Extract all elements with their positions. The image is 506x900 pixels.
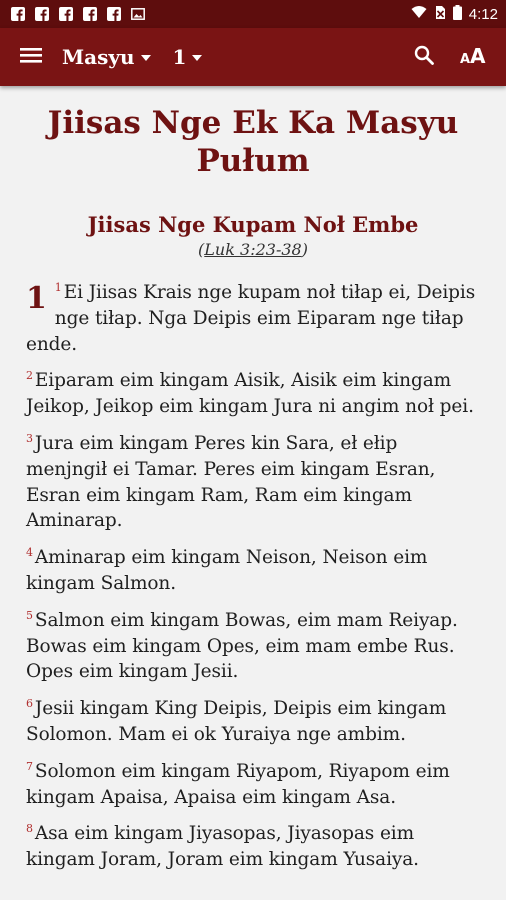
section-heading: Jiisas Nge Kupam Noł Embe (87, 212, 419, 237)
facebook-icon (34, 7, 49, 22)
svg-text:A: A (460, 52, 471, 66)
verse-text: Solomon eim kingam Riyapom, Riyapom eim kingam Apaisa, Apaisa eim kingam Asa. (26, 760, 450, 808)
cross-reference (26, 240, 480, 260)
cross-reference-link[interactable]: Luk 3:23-38 (204, 240, 302, 259)
app-bar (0, 28, 506, 86)
battery-icon (453, 5, 462, 24)
chevron-down-icon (192, 55, 202, 61)
verse-paragraph[interactable] (26, 821, 480, 873)
no-sim-icon (434, 5, 446, 24)
chapter-number: 1 (26, 281, 47, 316)
verse-number: 6 (26, 697, 33, 710)
book-name: Masyu (62, 45, 135, 69)
facebook-icon (82, 7, 97, 22)
wifi-icon (411, 5, 427, 23)
image-icon (130, 7, 145, 22)
menu-button[interactable] (18, 44, 44, 70)
verse-text: Ei Jiisas Krais nge kupam noł tiłap ei, Deipis nge tiłap. Nga Deipis eim Eiparam nge tiłap ende. (26, 282, 476, 355)
verse-paragraph[interactable] (26, 368, 480, 420)
hamburger-menu-icon (20, 47, 42, 67)
verse-paragraph[interactable] (26, 696, 480, 748)
facebook-icon (10, 7, 25, 22)
status-time: 4:12 (468, 5, 498, 23)
cross-reference-close: ) (301, 240, 308, 259)
search-icon (414, 45, 434, 69)
book-title: Jiisas Nge Ek Ka Masyu Pułum (47, 105, 459, 179)
verse-number: 5 (26, 608, 33, 622)
verse-text: Salmon eim kingam Bowas, eim mam Reiyap. Bowas eim kingam Opes, eim mam embe Rus. Opes eim kingam Jesii. (26, 609, 458, 683)
verse-number: 2 (26, 369, 33, 383)
verse-text: Eiparam eim kingam Aisik, Aisik eim kingam Jeikop, Jeikop eim kingam Jura ni angim noł pei. (26, 370, 474, 418)
verse-paragraph[interactable] (26, 431, 480, 534)
verse-text: Jesii kingam King Deipis, Deipis eim kingam Solomon. Mam ei ok Yuraiya nge ambim. (26, 698, 447, 745)
verse-number: 7 (26, 759, 33, 773)
verse-paragraph[interactable] (26, 608, 480, 685)
chevron-down-icon (141, 55, 151, 61)
text-size-button[interactable] (456, 39, 492, 75)
verse-paragraph[interactable] (26, 280, 480, 357)
book-selector[interactable] (62, 45, 151, 69)
verse-paragraph[interactable] (26, 545, 480, 597)
verse-text: Jura eim kingam Peres kin Sara, eł ełip menjngił ei Tamar. Peres eim kingam Esran, Esran eim kingam Ram, Ram eim kingam Aminarap. (26, 432, 436, 532)
cross-reference-open: ( (198, 240, 205, 259)
chapter-content[interactable] (0, 86, 506, 900)
text-size-icon (460, 44, 488, 70)
verse-text: Aminarap eim kingam Neison, Neison eim kingam Salmon. (26, 547, 428, 594)
search-button[interactable] (406, 39, 442, 75)
facebook-icon (58, 7, 73, 22)
verse-text: Asa eim kingam Jiyasopas, Jiyasopas eim kingam Joram, Joram eim kingam Yusaiya. (26, 823, 419, 871)
status-bar (0, 0, 506, 28)
chapter-label: 1 (172, 45, 187, 69)
system-status (411, 5, 498, 24)
chapter-selector[interactable] (173, 45, 203, 69)
verse-number: 3 (26, 431, 33, 445)
svg-text:A: A (470, 44, 486, 66)
notification-icons (10, 7, 145, 22)
verse-number: 1 (54, 280, 62, 294)
facebook-icon (106, 7, 121, 22)
verse-number: 8 (26, 822, 33, 836)
verse-number: 4 (26, 546, 33, 560)
verse-paragraph[interactable] (26, 759, 480, 811)
